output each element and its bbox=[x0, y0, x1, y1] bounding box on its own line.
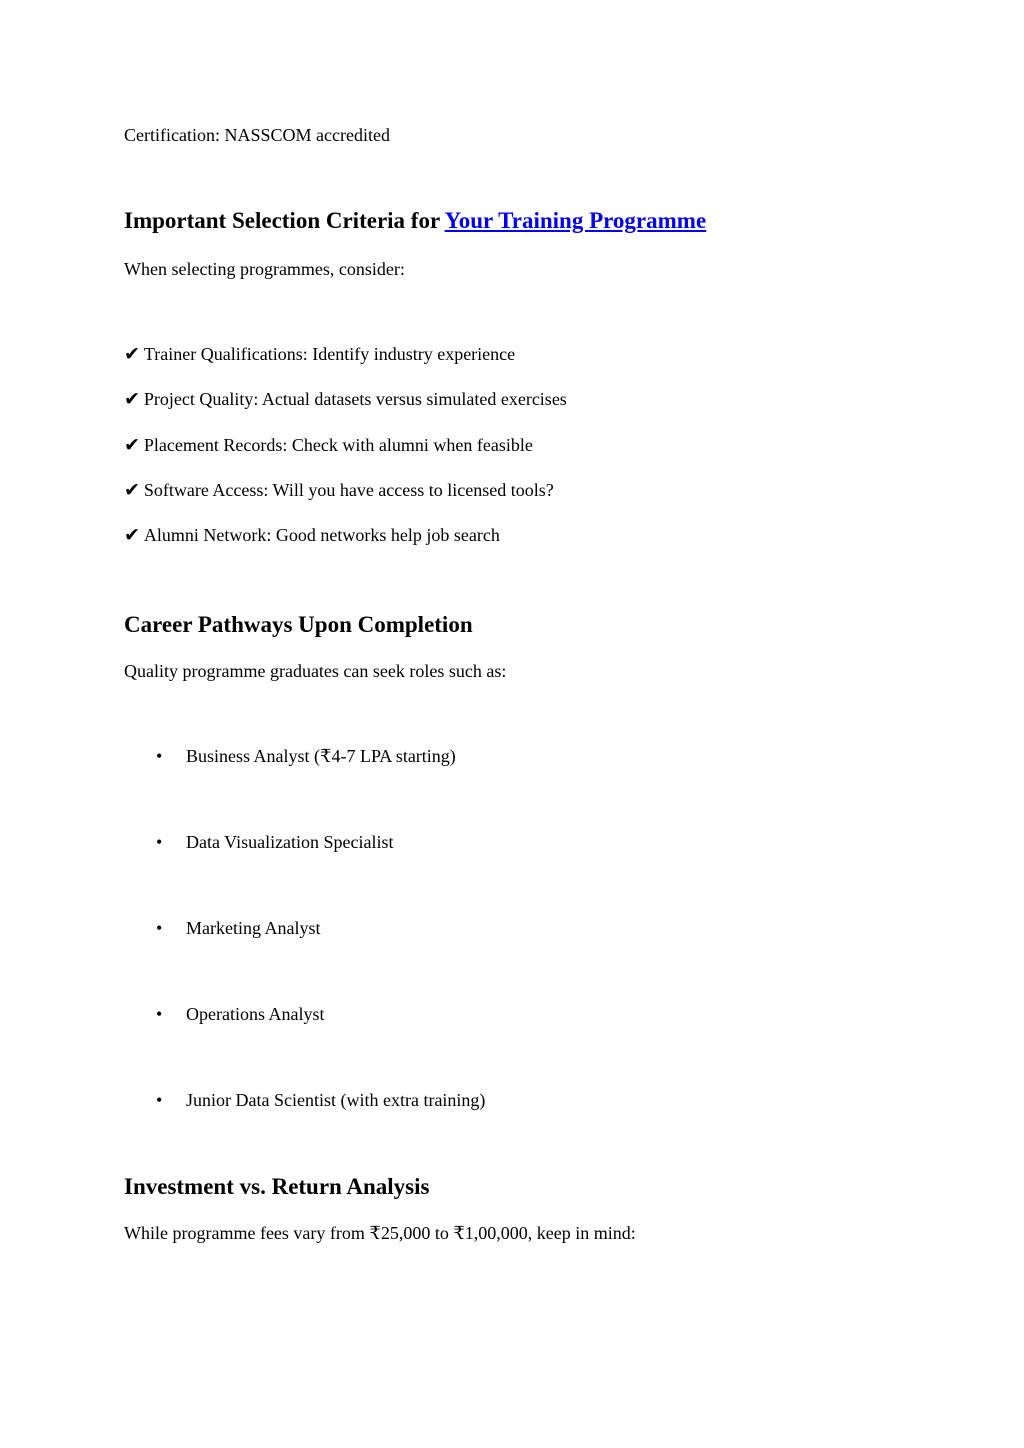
bullet-icon: • bbox=[156, 1090, 163, 1110]
career-intro: Quality programme graduates can seek roles such as: bbox=[124, 661, 507, 681]
check-icon: ✔ bbox=[124, 479, 140, 501]
list-item-text: Operations Analyst bbox=[186, 1004, 325, 1024]
check-icon: ✔ bbox=[124, 524, 140, 546]
check-icon: ✔ bbox=[124, 434, 140, 456]
check-icon: ✔ bbox=[124, 343, 140, 365]
criteria-item bbox=[124, 434, 533, 456]
check-icon: ✔ bbox=[124, 388, 140, 410]
certification-line: Certification: NASSCOM accredited bbox=[124, 125, 390, 145]
selection-criteria-heading bbox=[124, 207, 706, 235]
heading-prefix: Important Selection Criteria for bbox=[124, 208, 445, 233]
investment-heading: Investment vs. Return Analysis bbox=[124, 1174, 430, 1199]
criteria-item bbox=[124, 524, 500, 546]
selection-intro: When selecting programmes, consider: bbox=[124, 259, 405, 279]
bullet-icon: • bbox=[156, 1004, 163, 1024]
list-item-text: Junior Data Scientist (with extra training) bbox=[186, 1090, 486, 1110]
investment-intro: While programme fees vary from ₹25,000 to ₹1,00,000, keep in mind: bbox=[124, 1223, 636, 1243]
criteria-item bbox=[124, 388, 567, 410]
training-programme-link[interactable]: Your Training Programme bbox=[444, 208, 707, 233]
bullet-icon: • bbox=[156, 918, 163, 938]
criteria-item-text: Software Access: Will you have access to licensed tools? bbox=[143, 480, 554, 500]
list-item-text: Data Visualization Specialist bbox=[186, 832, 394, 852]
list-item-text: Business Analyst (₹4-7 LPA starting) bbox=[186, 746, 456, 766]
criteria-item bbox=[124, 343, 515, 365]
criteria-item-text: Project Quality: Actual datasets versus simulated exercises bbox=[143, 389, 567, 409]
criteria-item-text: Alumni Network: Good networks help job search bbox=[143, 525, 500, 545]
bullet-icon: • bbox=[156, 746, 163, 766]
criteria-item-text: Trainer Qualifications: Identify industry experience bbox=[143, 344, 516, 364]
criteria-item-text: Placement Records: Check with alumni when feasible bbox=[143, 435, 533, 455]
career-pathways-heading: Career Pathways Upon Completion bbox=[124, 612, 473, 637]
criteria-item bbox=[124, 479, 554, 501]
list-item-text: Marketing Analyst bbox=[186, 918, 321, 938]
bullet-icon: • bbox=[156, 832, 163, 852]
